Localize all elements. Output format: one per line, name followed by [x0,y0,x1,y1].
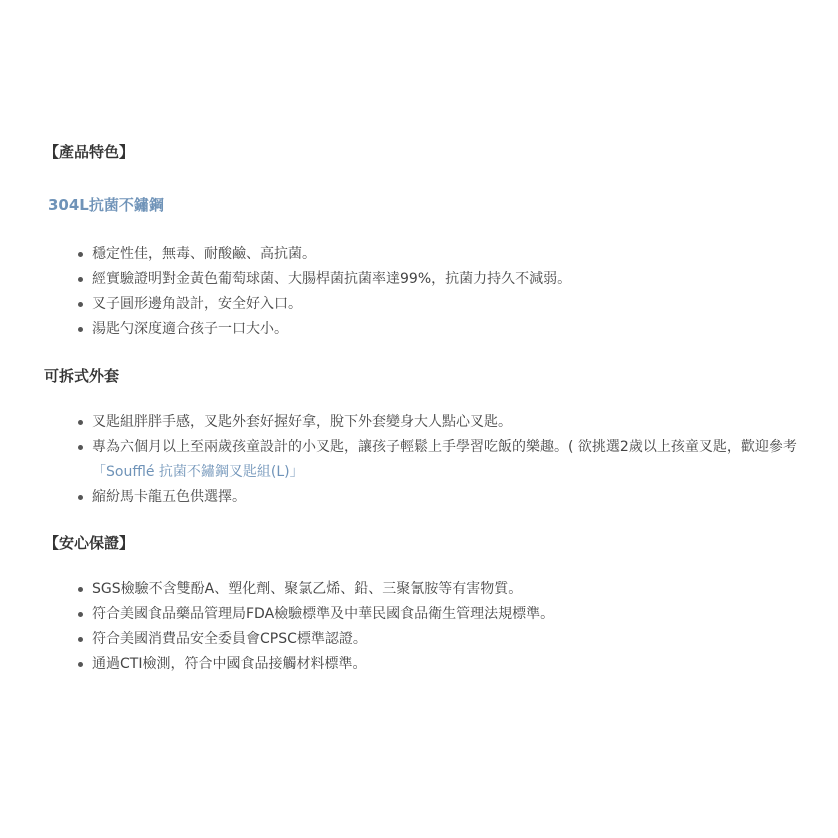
material-feature-list [44,242,804,342]
list-item [92,602,804,627]
list-item [92,292,804,317]
list-item-text: 叉匙組胖胖手感，叉匙外套好握好拿，脫下外套變身大人點心叉匙。 [92,414,512,430]
bullet-icon [78,302,83,307]
list-item-text: 經實驗證明對金黃色葡萄球菌、大腸桿菌抗菌率達99%，抗菌力持久不減弱。 [92,271,572,287]
list-item-text: SGS檢驗不含雙酚A、塑化劑、聚氯乙烯、鉛、三聚氰胺等有害物質。 [92,581,523,597]
product-link[interactable]: 「Soufflé 抗菌不鏽鋼叉匙組(L)」 [92,464,304,480]
bullet-icon [78,612,83,617]
bullet-icon [78,495,83,500]
bullet-icon [78,587,83,592]
list-item-text: 穩定性佳，無毒、耐酸鹼、高抗菌。 [92,246,316,262]
list-item [92,577,804,602]
bullet-icon [78,327,83,332]
bullet-icon [78,637,83,642]
list-item-text: 專為六個月以上至兩歲孩童設計的小叉匙，讓孩子輕鬆上手學習吃飯的樂趣。( 欲挑選2歲以上孩童叉匙，歡迎參考 [92,439,797,455]
list-item-text: 通過CTI檢測，符合中國食品接觸材料標準。 [92,656,367,672]
list-item [92,435,804,485]
material-heading: 304L抗菌不鏽鋼 [48,196,164,214]
bullet-icon [78,445,83,450]
list-item [92,627,804,652]
list-item-text: 符合美國消費品安全委員會CPSC標準認證。 [92,631,367,647]
list-item [92,317,804,342]
bullet-icon [78,662,83,667]
list-item-text: 叉子圓形邊角設計，安全好入口。 [92,296,302,312]
list-item [92,652,804,677]
list-item [92,267,804,292]
safety-list [44,577,804,677]
safety-heading: 【安心保證】 [44,534,135,552]
list-item-text: 符合美國食品藥品管理局FDA檢驗標準及中華民國食品衛生管理法規標準。 [92,606,555,622]
list-item [92,242,804,267]
cover-heading: 可拆式外套 [44,367,120,385]
bullet-icon [78,252,83,257]
list-item-text: 縮紛馬卡龍五色供選擇。 [92,489,246,505]
list-item [92,410,804,435]
features-heading: 【產品特色】 [44,143,135,161]
bullet-icon [78,277,83,282]
product-description [44,140,804,677]
list-item [92,485,804,510]
cover-feature-list [44,410,804,510]
list-item-text: 湯匙勺深度適合孩子一口大小。 [92,321,288,337]
bullet-icon [78,420,83,425]
